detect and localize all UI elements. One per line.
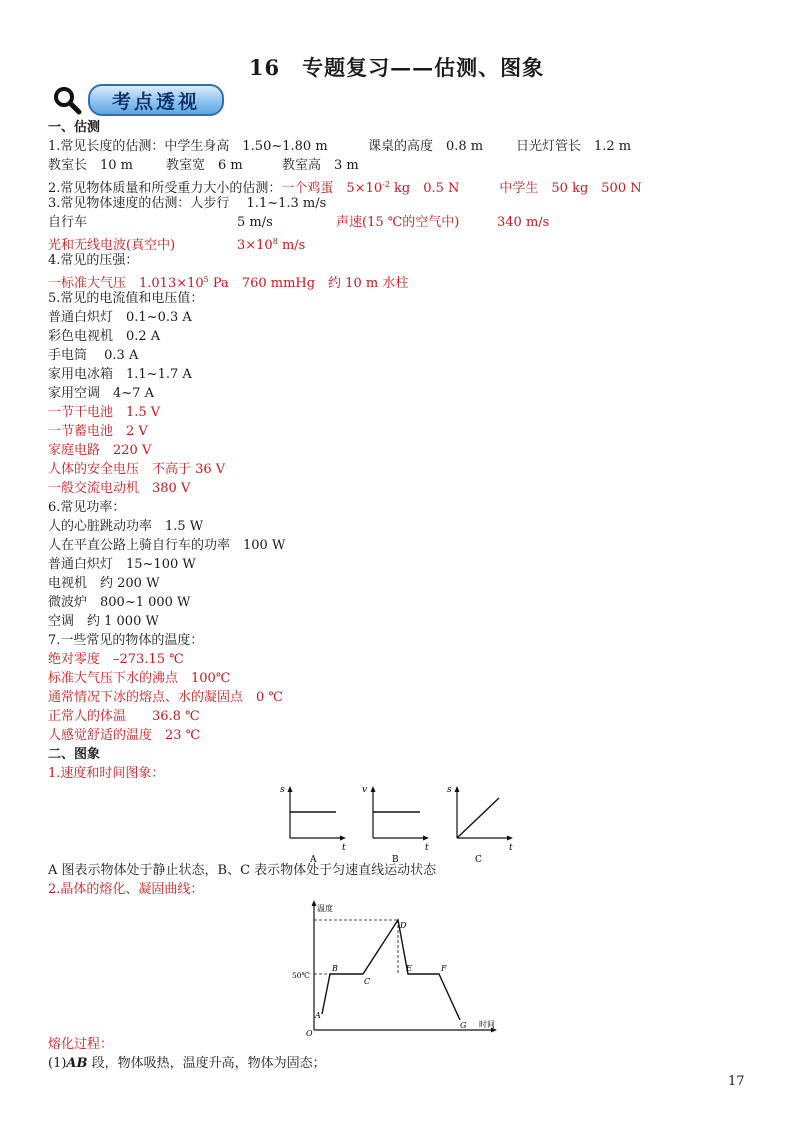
text-line: 彩色电视机 0.2 A [48,329,161,344]
subheading-speed-time: 1.速度和时间图象： [48,766,165,781]
text-line: 绝对零度 –273.15 ℃ [48,652,184,667]
text-line: 5.常见的电流值和电压值： [48,291,204,306]
text-line: 3.常见物体速度的估测：人步行 1.1~1.3 m/s [48,196,327,211]
text-line: 4.常见的压强： [48,253,139,268]
classroom-width: 教室宽 6 m [166,158,243,173]
text-line [48,214,549,231]
text-line: 家用空调 4~7 A [48,386,154,401]
melting-step-1: (1)AB 段，物体吸热，温度升高，物体为固态； [48,1056,326,1071]
curve-temp-label: 50℃ [292,971,310,980]
curve-point-d: D [400,921,407,930]
light-speed-value: $3\times 10^8$ m/s [237,237,306,253]
mass-student: 中学生 50 kg 500 N [499,181,642,196]
curve-line [322,920,460,1020]
text-line: 6.常见功率： [48,500,126,515]
graph-b [362,785,429,864]
text-line: 电视机 约 200 W [48,576,160,591]
text-line: 手电筒 0.3 A [48,348,139,363]
text-line: 一节干电池 1.5 V [48,405,161,420]
curve-point-f: F [441,964,447,973]
subheading-melting-curve: 2.晶体的熔化、凝固曲线： [48,882,204,897]
graph-a-y-label: s [280,785,285,795]
text-line: 人在平直公路上骑自行车的功率 100 W [48,538,286,553]
graph-c-y-label: s [447,785,452,795]
graph-a-x-label: t [342,843,346,853]
curve-y-label: 温度 [317,904,333,913]
graph-c [447,785,513,864]
text-line [48,138,631,155]
text-line: 标准大气压下水的沸点 100℃ [48,671,231,686]
banner-label: 考点透视 [88,84,224,116]
mass-heading: 2.常见物体质量和所受重力大小的估测： [48,181,282,196]
text-line [48,233,305,254]
classroom-height: 教室高 3 m [282,158,359,173]
curve-point-b: B [332,964,338,973]
text-line: 一般交流电动机 380 V [48,481,191,496]
length-tube-length: 日光灯管长 1.2 m [516,139,632,154]
text-line: 人的心脏跳动功率 1.5 W [48,519,204,534]
graph-b-x-label: t [425,843,429,853]
curve-origin-label: O [306,1029,313,1036]
melting-heading: 熔化过程： [48,1037,114,1052]
section-heading-estimation: 一、估测 [48,120,101,135]
length-desk-height: 课桌的高度 0.8 m [368,139,484,154]
light-speed-label: 光和无线电波(真空中) [48,238,176,253]
length-student-height: 1.常见长度的估测：中学生身高 1.50~1.80 m [48,139,328,154]
text-line [48,157,359,174]
graph-b-caption: B [392,855,399,864]
text-line: 空调 约 1 000 W [48,614,159,629]
text-line: 普通白炽灯 0.1~0.3 A [48,310,192,325]
text-line: 人体的安全电压 不高于 36 V [48,462,226,477]
curve-point-c: C [364,977,371,986]
text-line: 正常人的体温 36.8 ℃ [48,709,200,724]
graph-c-x-label: t [509,843,513,853]
text-line: 家用电冰箱 1.1~1.7 A [48,367,192,382]
graph-c-caption: C [475,855,482,864]
text-line: 家庭电路 220 V [48,443,152,458]
text-line: 微波炉 800~1 000 W [48,595,191,610]
text-line: 普通白炽灯 15~100 W [48,557,196,572]
speed-bike-label: 自行车 [48,215,88,230]
magnifier-icon [52,85,82,115]
curve-point-e: E [406,964,412,973]
graph-b-y-label: v [362,785,368,795]
sound-speed-value: 340 m/s [497,215,550,230]
graph-a [280,785,346,864]
curve-point-a: A [315,1011,321,1020]
text-line [48,176,642,197]
text-line: 一节蓄电池 2 V [48,424,148,439]
page-number: 17 [728,1074,745,1089]
text-line: 7.一些常见的物体的温度： [48,633,204,648]
curve-point-g: G [460,1021,467,1030]
graph-a-caption: A [310,855,317,864]
graph-explanation: A 图表示物体处于静止状态，B、C 表示物体处于匀速直线运动状态 [48,863,437,878]
speed-bike-value: 5 m/s [237,215,273,230]
mass-egg: 一个鸡蛋 $5\times 10^{-2}$ kg 0.5 N [281,180,460,196]
sound-speed-label: 声速(15 ℃的空气中) [336,215,460,230]
curve-x-label: 时间 [479,1020,495,1029]
classroom-length: 教室长 10 m [48,158,134,173]
page-title: 16 专题复习——估测、图象 [248,55,545,80]
text-line: 人感觉舒适的温度 23 ℃ [48,728,201,743]
atmospheric-pressure: 一标准大气压 $1.013\times 10^5$ Pa 760 mmHg 约 10 m 水柱 [48,275,409,291]
text-line: 通常情况下冰的熔点、水的凝固点 0 ℃ [48,690,283,705]
section-heading-graphs: 二、图象 [48,747,101,762]
section-banner [52,84,224,116]
motion-graphs [270,780,530,864]
melting-curve [292,896,504,1036]
